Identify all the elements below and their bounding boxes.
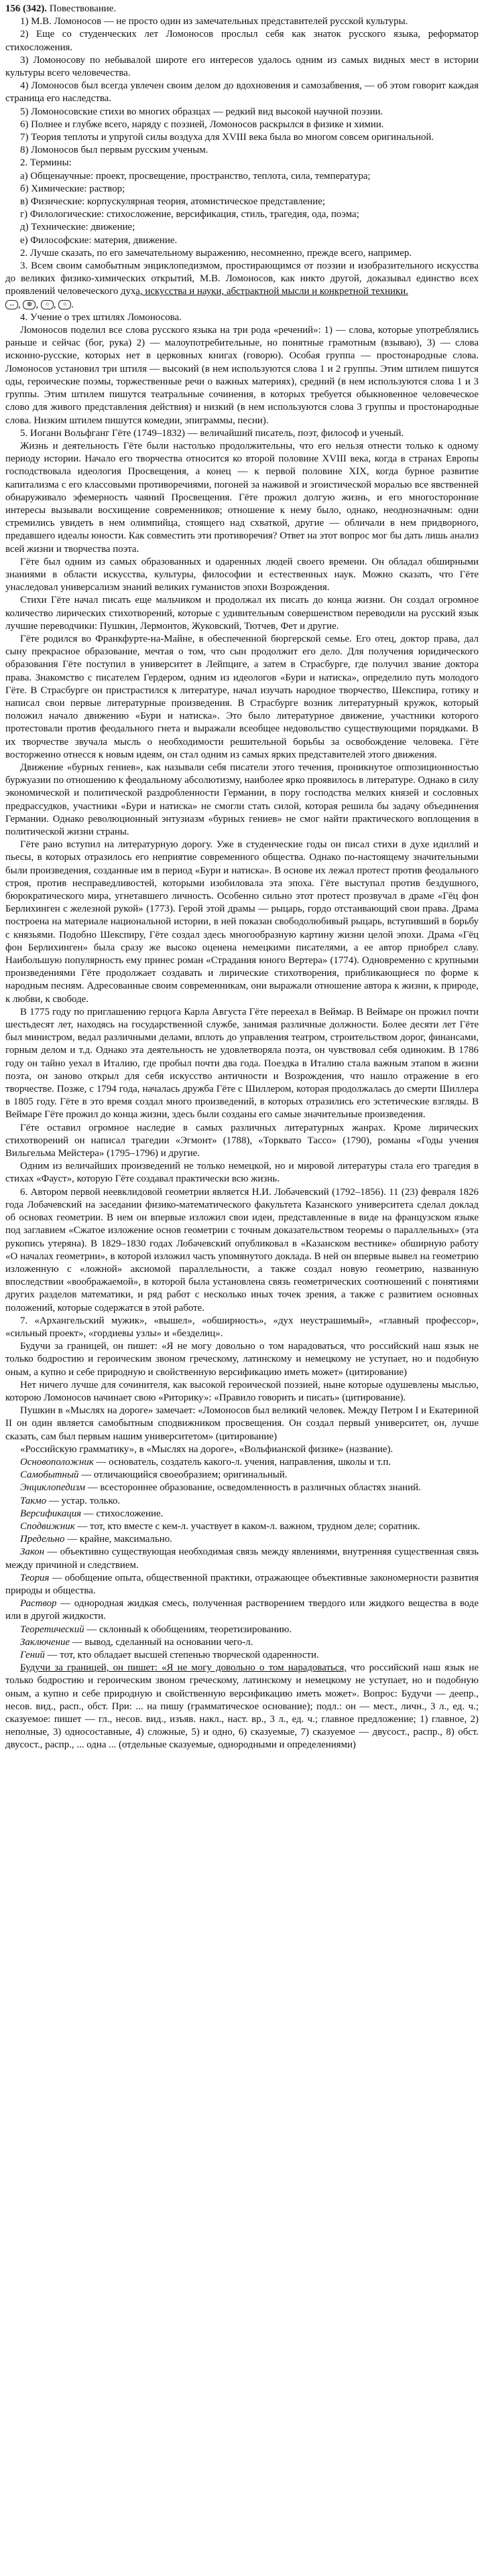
paragraph: Будучи за границей, он пишет: «Я не могу довольно о том нарадоваться, что российский наш язык не только бодростию и героическим звоном греческому, латинскому и немецкому не уступает, но и подобную оным, а купно и себе природную и свойственную версификацию иметь может» (цитирование): [5, 1341, 479, 1378]
paragraph: Нет ничего лучше для сочинителя, как высокой героической поэзией, ныне которые одушевлены мыслью, которою Ломоносов начинает свою «Риторику»: «Правило говорить и писать» (цитирование).: [5, 1379, 479, 1403]
definition: [5, 1456, 479, 1469]
scheme-box: ○: [41, 300, 54, 309]
definition: [5, 1624, 479, 1636]
paragraph: В 1775 году по приглашению герцога Карла Августа Гёте переехал в Веймар. В Веймаре он прожил почти шестьдесят лет, находясь на государственной службе, занимая различные должности. Более десяти лет Гёте был министром, ведал различными делами, вплоть до управления театром, строительством дорог, финансами, горным делом и т.д. Однако эта деятельность не удовлетворяла поэта, он чувствовал себя одиноким. В 1786 году он тайно уехал в Италию, где пробыл почти два года. Поездка в Италию стала важным этапом в жизни поэта, он заново открыл для себя искусство античности и Возрождения, что нашло отражение в его творчестве. Позже, с 1794 года, началась дружба Гёте с Шиллером, которая продолжалась до смерти Шиллера в 1805 году. Гёте в это время создал много произведений, в которых отразились его эстетические взгляды. В Веймаре Гёте прожил до конца жизни, здесь были созданы его самые значительные произведения.: [5, 1006, 479, 1121]
definition-term: Гений: [20, 1650, 45, 1660]
paragraph: Пушкин в «Мыслях на дороге» замечает: «Ломоносов был великий человек. Между Петром I и Екатериной II он один является самобытным сподвижником просвещения. Он создал первый университет, он, лучше сказать, сам был первым нашим университетом» (цитирование): [5, 1405, 479, 1442]
definition-text: — вывод, сделанный на основании чего-л.: [70, 1636, 253, 1648]
scheme-box: ⊗: [23, 300, 36, 309]
definition-term: Теория: [20, 1572, 50, 1583]
paragraph: 5. Иоганн Вольфганг Гёте (1749–1832) — величайший писатель, поэт, философ и ученый.: [20, 427, 404, 439]
definition: [5, 1482, 479, 1494]
definition-term: Предельно: [20, 1534, 65, 1545]
definition-term: Основоположник: [20, 1456, 94, 1468]
paragraph: Гёте родился во Франкфурте-на-Майне, в обеспеченной бюргерской семье. Его отец, доктор права, дал сыну прекрасное образование, мечтая о том, что сын продолжит его дело. Для получения юридического образования Гёте поступил в университет в Лейпциге, а затем в Страсбурге, где получил звание доктора права. Знакомство с писателем Гердером, одним из идеологов «Бури и натиска», определило путь молодого Гёте. В Страсбурге он пристрастился к литературе, начал изучать народное творчество, Шекспира, готику и написал свои первые литературные произведения. В Страсбурге возник литературный кружок, который положил начало движению «Бури и натиска». Это было литературное движение, участники которого протестовали против феодального гнета и выражали всеобщее недовольство существующими порядками. В их творчестве звучала мысль о необходимости решительной борьбы за освобождение человека. Гёте восторженно отнесся к новым идеям, он стал одним из самых ярких представителей этого движения.: [5, 633, 479, 760]
definition-term: Заключение: [20, 1636, 70, 1648]
term-item: б) Химические: раствор;: [20, 183, 125, 194]
definition-text: — стихосложение.: [81, 1508, 164, 1519]
definition: [5, 1520, 479, 1533]
definition-term: Сподвижник: [20, 1520, 75, 1532]
paragraph: Гёте рано вступил на литературную дорогу. Уже в студенческие годы он писал стихи в духе идиллий и пьесы, в которых отразилось его неприятие современного общества. Однако по-настоящему значительными были произведения, созданные им в период «Бури и натиска». В основе их лежал протест против феодального строя, против несправедливостей, которыми изобиловала эта эпоха. Гёте выступал против бездушного, бюрократического мира, угнетавшего личность. Особенно сильно этот протест прозвучал в драме «Гёц фон Берлихинген с железной рукой» (1773). Герой этой драмы — рыцарь, гордо отстаивающий свои права. Драма построена на материале национальной истории, в ней показан свободолюбивый рыцарь, вступивший в борьбу с князьями. Подобно Шекспиру, Гёте создал здесь многообразную картину жизни целой эпохи. Драма «Гёц фон Берлихинген» была сразу же высоко оценена немецкими писателями, а ее автор приобрел славу. Наибольшую популярность ему принес роман «Страдания юного Вертера» (1774). Одновременно с крупными произведениями Гёте продолжает создавать и лирические стихотворения, прибликающиеся по форме к народным песням. Адресованные своим современникам, они выражали отношение автора к жизни, к природе, к любви, к свободе.: [5, 839, 479, 1005]
definition-text: — устар. только.: [46, 1495, 121, 1506]
encyclopedism-line: [5, 260, 479, 299]
definition-text: — основатель, создатель какого-л. учения, направления, школы и т.п.: [93, 1456, 391, 1468]
list-item: 1) М.В. Ломоносов — не просто один из замечательных представителей русской культуры.: [20, 16, 408, 27]
definition-text: — отличающийся своеобразием; оригинальный.: [78, 1470, 288, 1481]
scheme-box: ↔: [5, 300, 18, 309]
paragraph: Движение «бурных гениев», как называли себя писатели этого течения, проникнутое оппозиционностью буржуазии по отношению к феодальному абсолютизму, наиболее ярко проявилось в литературе. Однако в силу экономической и политической раздробленности Германии, в пору господства мелких князей и сословных предрассудков, участники «Бури и натиска» не смогли стать силой, которая решила бы задачу объединения Германии. Однако революционный энтузиазм «бурных гениев» не смог найти практического воплощения в политической жизни страны.: [5, 762, 479, 837]
definition-term: Версификация: [20, 1508, 82, 1519]
definition: [5, 1649, 479, 1662]
definition-term: Теоретический: [20, 1624, 84, 1635]
definition-text: — однородная жидкая смесь, полученная растворением твердого или жидкого вещества в воде или в другой жидкости.: [5, 1598, 479, 1622]
definition-text: — тот, кто обладает высшей степенью творческой одаренности.: [44, 1650, 319, 1660]
terms-title: 2. Термины:: [20, 157, 72, 169]
list-item: 7) Теория теплоты и упругой силы воздуха для XVIII века была во многом совсем оригинальной.: [20, 132, 434, 143]
three-styles-title: 4. Учение о трех штилях Ломоносова.: [20, 311, 182, 323]
encyclopedism-cont: изобразительного искусства до великих физико-химических открытий, М.В. Ломоносов, как никто другой, доказывал единство всех проявлений человеческого дух: [5, 261, 479, 297]
underlined-fragment: а, искусства и науки, абстрактной мысли и конкретной техники.: [135, 286, 408, 297]
paragraph: Ломоносов поделил все слова русского языка на три рода «речений»: 1) — слова, которые употреблялись раньше и сейчас (бог, рука) 2) — малоупотребительные, но понятные грамотным (взываю), 3) — слова исконно-русские, которых нет в церковных книгах (говорю). Особая группа — простонародные слова. Ломоносов установил три штиля — высокий (в нем используются слова 1 и 2 группы. Этим штилем пишутся оды, героические поэмы, торжественные речи о важных материях), средний (в нем используются слова 1 и 3 группы. Этим штилем пишутся театральные сочинения, в которых требуется обыкновенное человеческое слово для живого представления действия) и низкий (в нем используются слова 3 группы и простонародные слова. Низким штилем пишутся комедии, эпиграммы, песни).: [5, 325, 479, 426]
paragraph: Жизнь и деятельность Гёте были настолько продолжительны, что его нельзя отнести только к одному периоду истории. Начало его творчества относится ко второй половине XVIII века, когда в странах Европы господствовала идеология Просвещения, а конец — к первой половине XIX, когда бурное развитие капитализма с его классовыми противоречиями, погоней за наживой и эгоистической моралью все явственней обнаруживало эфемерность чаяний Просвещения. Гёте прожил долгую жизнь, и его многосторонние интересы вызывали восхищение современников; отношение к нему было, однако, неоднозначным: одни стремились увидеть в нем олимпийца, стоящего над схваткой, другие — обличали в нем придворного, предавшего идеалы юности. Как совместить эти противоречия? Ответ на этот вопрос мог бы дать лишь анализ всей жизни и творчества поэта.: [5, 440, 479, 555]
definition-text: — всестороннее образование, осведомленность в различных областях знаний.: [85, 1482, 421, 1494]
list-item: 4) Ломоносов был всегда увлечен своим делом до вдохновения и самозабвения, — об этом говорит каждая страница его наследства.: [5, 80, 479, 104]
term-item: в) Физические: корпускулярная теория, атомистическое представление;: [20, 196, 325, 208]
definition-term: Закон: [20, 1547, 45, 1558]
list-item: 5) Ломоносовские стихи во многих образцах — редкий вид высокой научной поэзии.: [20, 106, 383, 117]
definition-term: Энциклопедизм: [20, 1482, 86, 1494]
underlined-fragment: Будучи за границей, он пишет: «Я не могу довольно о том нарадоваться,: [20, 1662, 347, 1674]
scheme-box: ○: [58, 300, 71, 309]
parsing-text: что российский наш язык не только бодростию и героическим звоном греческому, латинскому и немецкому не уступает, но и подобную оным, а купно и себе природную и свойственную версификацию иметь может». Вопрос: Будучи — деепр., несов. вид., расп., обст. При: ... на пишу (грамматическое основание); подл.: он — мест., личн., 3 л., ед. ч.; сказуемое: пишет — гл., несов. вид., изъяв. накл., наст. вр., 3 л., ед. ч.; главное предложение; 1) главное, 2) неполные, 3) односоставные, 4) сложные, 5) и одно, 6) сказуемые, 7) сказуемое — двусост., распр., 8) обст. двусост., распр., ... одна ... (отдельные сказуемые, однородными и определениями): [5, 1662, 479, 1751]
paragraph: Стихи Гёте начал писать еще мальчиком и продолжал их писать до конца жизни. Он создал огромное количество лирических стихотворений, которые с удивительным совершенством переводили на русский язык лучшие переводчики: Пушкин, Лермонтов, Жуковский, Тютчев, Фет и другие.: [5, 595, 479, 632]
paragraph: 6. Автором первой неевклидовой геометрии является Н.И. Лобачевский (1792–1856). 11 (23) февраля 1826 года Лобачевский на заседании физико-математического факультета Казанского университета сделал доклад об основах геометрии. В нем он впервые изложил свои идеи, представленные в виде на французском языке под заглавием «Сжатое изложение основ геометрии с точным доказательством теоремы о параллельных» (эта рукопись утеряна). В 1829–1830 годах Лобачевский опубликовал в «Казанском вестнике» обширную работу «О началах геометрии», в которой изложил часть упомянутого доклада. В ней он впервые вывел на геометрию изложенную с «ложной» аксиомой параллельности, а также создал новую геометрию, названную впоследствии «воображаемой», в которой была установлена связь геометрических соотношений с понятиями других разделов математики, и ряд работ с несколько иных точек зрения, а также с развитием основных положений, которые содержатся в этой работе.: [5, 1186, 479, 1313]
definition: [5, 1572, 479, 1597]
term-item: д) Технические: движение;: [20, 222, 135, 233]
paragraph: Гёте был одним из самых образованных и одаренных людей своего времени. Он обладал обширными знаниями в области искусства, культуры, философии и естественных наук. Можно сказать, что Гёте унаследовал универсализм знаний великих гуманистов эпохи Возрождения.: [5, 556, 479, 593]
definition-term: Раствор: [20, 1598, 57, 1609]
definition: [5, 1546, 479, 1571]
scheme-line: ↔ , ⊗ , ○ , ○ .: [5, 299, 479, 311]
definition: [5, 1469, 479, 1482]
list-item: 6) Полнее и глубже всего, наряду с поэзией, Ломоносов раскрылся в физике и химии.: [20, 119, 384, 130]
list-item: 3) Ломоносову по небывалой широте его интересов удалось одним из самых видных мест в истории культуры всего человечества.: [5, 54, 479, 79]
parsing-paragraph: [5, 1662, 479, 1751]
definition-text: — тот, кто вместе с кем-л. участвует в каком-л. важном, трудном деле; соратник.: [74, 1520, 420, 1532]
definition-text: — объективно существующая необходимая связь между явлениями, внутренняя существенная связь между причиной и следствием.: [5, 1547, 479, 1571]
intro-words-line: 2. Лучше сказать, по его замечательному выражению, несомненно, прежде всего, например.: [20, 247, 412, 259]
paragraph: 7. «Архангельский мужик», «вышел», «обширность», «дух неустрашимый», «главный профессор», «сильный проект», «гордиевы узлы» и «безделиц».: [5, 1315, 479, 1339]
definition-text: — крайне, максимально.: [64, 1534, 172, 1545]
list-item: 8) Ломоносов был первым русским ученым.: [20, 145, 208, 156]
paragraph: «Российскую грамматику», в «Мыслях на дороге», «Вольфианской физике» (название).: [20, 1443, 394, 1455]
exercise-number: 156 (342).: [5, 3, 48, 14]
exercise-header: [5, 3, 479, 15]
definition: [5, 1508, 479, 1520]
exercise-title: Повествование.: [49, 3, 117, 14]
definition-term: Самобытный: [20, 1470, 79, 1481]
paragraph: Гёте оставил огромное наследие в самых различных литературных жанрах. Кроме лирических стихотворений он написал трагедии «Эгмонт» (1788), «Торквато Тассо» (1790), романы «Годы учения Вильгельма Мейстера» (1795–1796) и другие.: [5, 1122, 479, 1159]
list-item: 2) Еще со студенческих лет Ломоносов прослыл себя как знаток русского языка, реформатор стихосложения.: [5, 29, 479, 53]
definition: [5, 1495, 479, 1508]
term-item: а) Общенаучные: проект, просвещение, пространство, теплота, сила, температура;: [20, 170, 371, 182]
term-item: е) Философские: материя, движение.: [20, 234, 178, 246]
definition-term: Такмо: [20, 1495, 47, 1506]
definition: [5, 1636, 479, 1649]
definition-text: — обобщение опыта, общественной практики, отражающее объективные закономерности развития природы и общества.: [5, 1572, 479, 1596]
definition-text: — склонный к обобщениям, теоретизированию.: [84, 1624, 292, 1635]
definition: [5, 1597, 479, 1623]
paragraph: Одним из величайших произведений не только немецкой, но и мировой литературы стала его трагедия в стихах «Фауст», которую Гёте создавал практически всю жизнь.: [5, 1161, 479, 1185]
definition: [5, 1533, 479, 1546]
encyclopedism-start: 3. Всем своим самобытным энциклопедизмом, простирающимся от поэзии и: [20, 261, 355, 272]
term-item: г) Филологические: стихосложение, версификация, стиль, трагедия, ода, поэма;: [20, 209, 359, 220]
